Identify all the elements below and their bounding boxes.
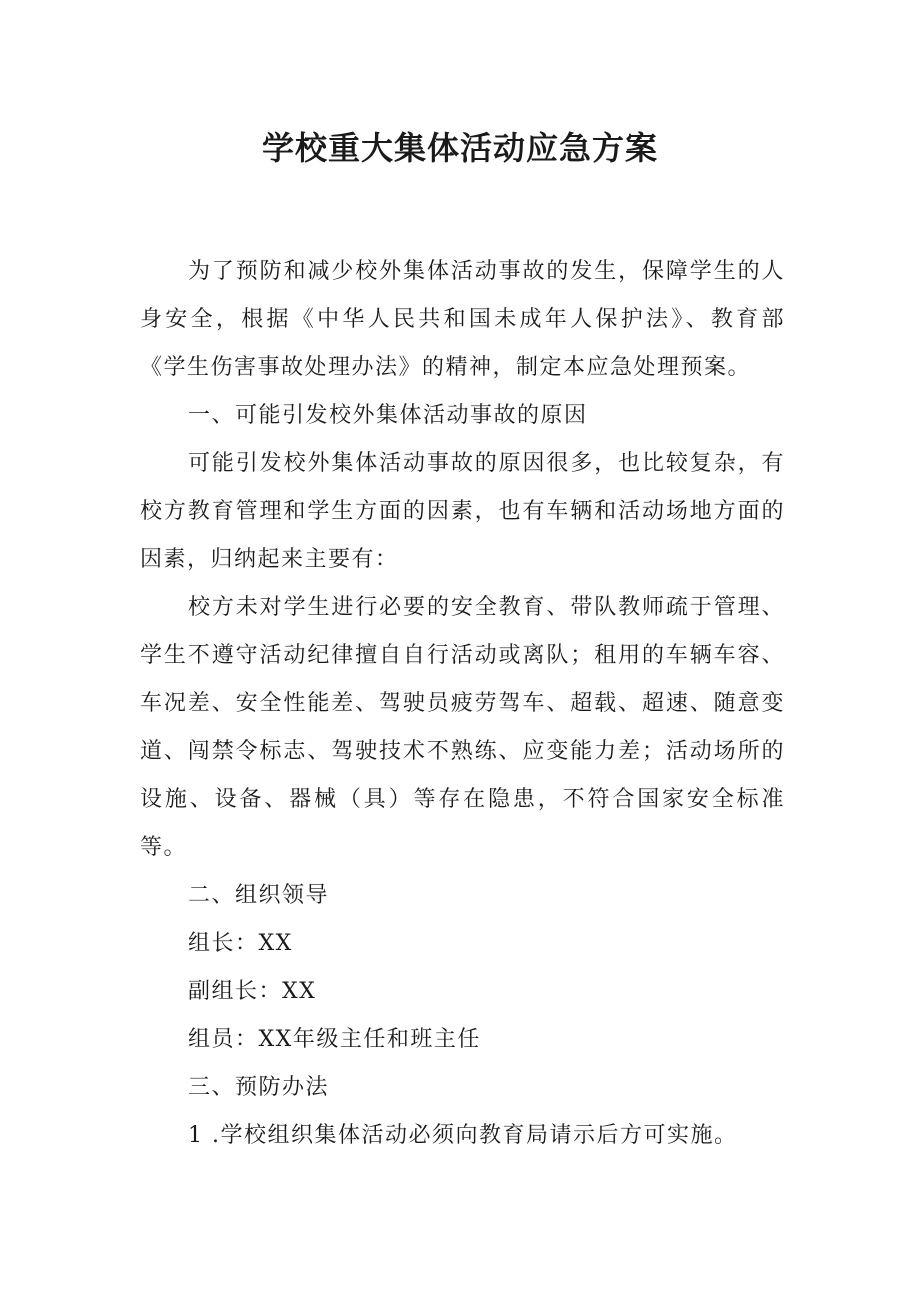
members-line: 组员：XX年级主任和班主任 <box>188 1027 481 1052</box>
leader-line: 组长：XX <box>188 931 293 956</box>
document-title: 学校重大集体活动应急方案 <box>261 129 658 167</box>
section-1-paragraph-2: 校方未对学生进行必要的安全教育、带队教师疏于管理、学生不遵守活动纪律擅自自行活动或离队；租用的车辆车容、车况差、安全性能差、驾驶员疲劳驾车、超载、超速、随意变道、闯禁令标志、驾驶技术不熟练、应变能力差；活动场所的设施、设备、器械（具）等存在隐患，不符合国家安全标准等。 <box>140 595 785 860</box>
section-2-heading: 二、组织领导 <box>188 883 330 908</box>
document-body <box>140 248 785 1160</box>
section-3-heading: 三、预防办法 <box>188 1075 330 1100</box>
section-1-paragraph-1: 可能引发校外集体活动事故的原因很多，也比较复杂，有校方教育管理和学生方面的因素，也有车辆和活动场地方面的因素，归纳起来主要有： <box>140 451 785 572</box>
list-item-1: 1 .学校组织集体活动必须向教育局请示后方可实施。 <box>188 1123 738 1148</box>
intro-paragraph: 为了预防和减少校外集体活动事故的发生，保障学生的人身安全，根据《中华人民共和国未成年人保护法》、教育部《学生伤害事故处理办法》的精神，制定本应急处理预案。 <box>140 259 785 380</box>
section-1-heading: 一、可能引发校外集体活动事故的原因 <box>188 403 588 428</box>
deputy-leader-line: 副组长：XX <box>188 979 317 1004</box>
